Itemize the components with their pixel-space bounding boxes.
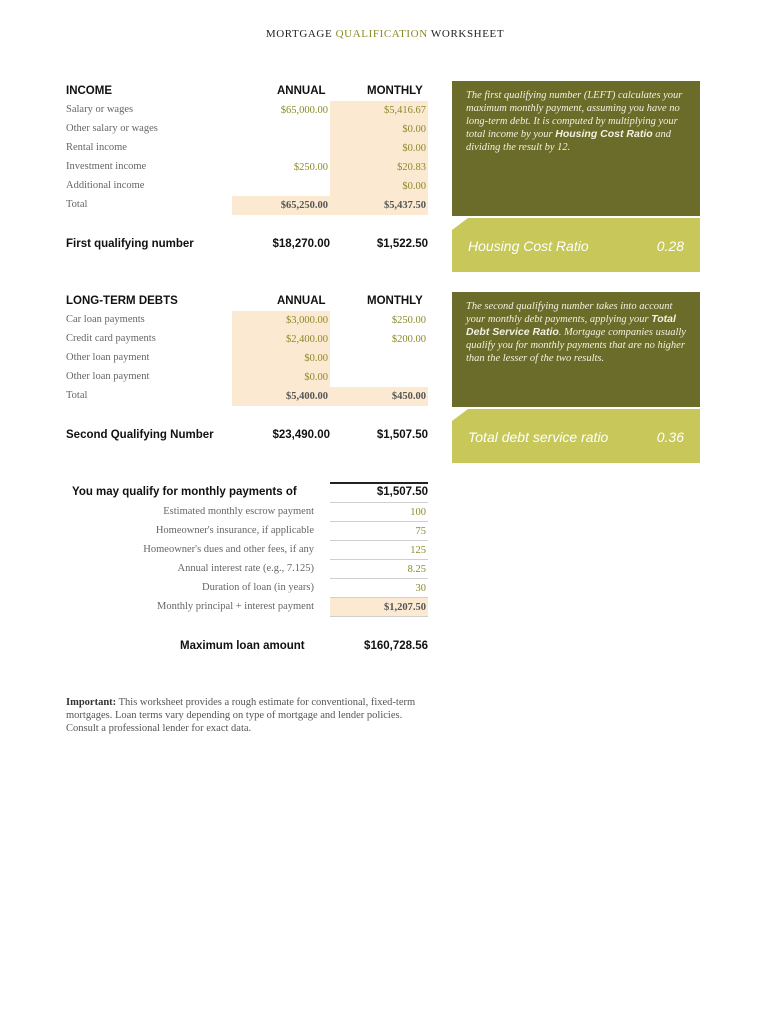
title-part1: MORTGAGE xyxy=(265,28,336,40)
payment-row-value[interactable]: 125 xyxy=(330,541,428,560)
worksheet-title xyxy=(0,28,770,40)
income-row xyxy=(62,101,428,120)
income-annual-header: ANNUAL xyxy=(277,85,326,97)
second-qualifying-monthly: $1,507.50 xyxy=(376,429,428,441)
income-row-monthly: $20.83 xyxy=(330,158,428,177)
total-debt-service-ratio-label: Total debt service ratio xyxy=(468,429,609,445)
income-row-label: Investment income xyxy=(66,161,147,172)
principal-interest-row xyxy=(62,598,428,617)
debt-row-label: Other loan payment xyxy=(66,371,150,382)
debt-row-annual: $3,000.00 xyxy=(232,311,330,330)
important-note xyxy=(66,696,436,735)
payment-row-label: Homeowner's dues and other fees, if any xyxy=(143,544,314,555)
payment-row xyxy=(62,560,428,579)
debt-row-label: Credit card payments xyxy=(66,333,156,344)
payment-row-label: Annual interest rate (e.g., 7.125) xyxy=(177,563,314,574)
income-row-monthly: $0.00 xyxy=(330,120,428,139)
payment-row xyxy=(62,503,428,522)
debts-total-label: Total xyxy=(66,390,88,401)
second-number-explanation: The second qualifying number takes into account your monthly debt payments, applying your Total Debt Service Ratio. Mortgage companies usually qualify you for monthly payments that are no higher than the lesser of the two results. xyxy=(452,292,700,407)
debts-annual-header: ANNUAL xyxy=(277,295,326,307)
income-row-monthly: $5,416.67 xyxy=(330,101,428,120)
total-debt-service-ratio-term: Total Debt Service Ratio xyxy=(466,313,676,338)
first-qualifying-label: First qualifying number xyxy=(66,238,194,250)
payment-row-label: Duration of loan (in years) xyxy=(202,582,314,593)
debt-row xyxy=(62,368,428,387)
income-total-monthly: $5,437.50 xyxy=(330,196,428,215)
income-row xyxy=(62,120,428,139)
max-loan-label: Maximum loan amount xyxy=(180,640,305,652)
income-monthly-header: MONTHLY xyxy=(367,85,423,97)
income-row xyxy=(62,177,428,196)
debts-total-row xyxy=(62,387,428,406)
payment-row xyxy=(62,541,428,560)
debts-heading: LONG-TERM DEBTS xyxy=(66,295,178,307)
principal-interest-value: $1,207.50 xyxy=(330,598,428,617)
debt-row-monthly[interactable]: $200.00 xyxy=(391,334,426,345)
housing-cost-ratio-label: Housing Cost Ratio xyxy=(468,238,589,254)
debts-total-monthly: $450.00 xyxy=(330,387,428,406)
income-row-label: Other salary or wages xyxy=(66,123,158,134)
income-row xyxy=(62,139,428,158)
payment-row xyxy=(62,579,428,598)
title-accent: QUALIFICATION xyxy=(335,28,428,40)
important-label: Important: xyxy=(66,697,117,708)
income-row-label: Salary or wages xyxy=(66,104,134,115)
second-qualifying-annual: $23,490.00 xyxy=(272,429,330,441)
payments-heading-value: $1,507.50 xyxy=(376,486,428,498)
payment-row-label: Estimated monthly escrow payment xyxy=(163,506,314,517)
total-debt-service-ratio-value[interactable]: 0.36 xyxy=(656,429,684,445)
payment-row-label: Homeowner's insurance, if applicable xyxy=(155,525,314,536)
first-qualifying-monthly: $1,522.50 xyxy=(376,238,428,250)
debt-row-annual: $0.00 xyxy=(232,349,330,368)
income-row-annual[interactable] xyxy=(232,139,330,158)
income-total-annual: $65,250.00 xyxy=(232,196,330,215)
debt-row-monthly[interactable] xyxy=(330,349,428,368)
total-debt-service-ratio-box xyxy=(452,409,700,463)
first-number-explanation: The first qualifying number (LEFT) calculates your maximum monthly payment, assuming you have no long-term debt. It is computed by multiplying your total income by your Housing Cost Ratio and dividing the result by 12. xyxy=(452,81,700,216)
payments-heading: You may qualify for monthly payments of xyxy=(72,486,297,498)
payment-row-value[interactable]: 8.25 xyxy=(330,560,428,579)
max-loan-value: $160,728.56 xyxy=(364,640,428,652)
payment-row-value[interactable]: 100 xyxy=(330,503,428,522)
income-total-row xyxy=(62,196,428,215)
payments-top-rule xyxy=(330,482,428,484)
debt-row-monthly[interactable]: $250.00 xyxy=(391,315,426,326)
income-row-annual[interactable]: $65,000.00 xyxy=(280,105,328,116)
payment-row-value[interactable]: 75 xyxy=(330,522,428,541)
second-qualifying-label: Second Qualifying Number xyxy=(66,429,214,441)
payment-row xyxy=(62,522,428,541)
debts-monthly-header: MONTHLY xyxy=(367,295,423,307)
debt-row xyxy=(62,349,428,368)
income-heading: INCOME xyxy=(66,85,112,97)
first-qualifying-annual: $18,270.00 xyxy=(272,238,330,250)
housing-cost-ratio-term: Housing Cost Ratio xyxy=(555,128,653,140)
debt-row xyxy=(62,311,428,330)
debt-row-label: Car loan payments xyxy=(66,314,145,325)
debt-row-monthly[interactable] xyxy=(330,368,428,387)
housing-cost-ratio-box xyxy=(452,218,700,272)
income-row-label: Additional income xyxy=(66,180,145,191)
income-row xyxy=(62,158,428,177)
debts-total-annual: $5,400.00 xyxy=(232,387,330,406)
debt-row-annual: $0.00 xyxy=(232,368,330,387)
income-row-monthly: $0.00 xyxy=(330,177,428,196)
payment-row-value[interactable]: 30 xyxy=(330,579,428,598)
income-row-annual[interactable] xyxy=(232,177,330,196)
important-text: This worksheet provides a rough estimate for conventional, fixed-term mortgages. Loan terms vary depending on type of mortgage and lender policies. Consult a professional lender for exact data. xyxy=(66,697,416,734)
income-row-label: Rental income xyxy=(66,142,127,153)
housing-cost-ratio-value[interactable]: 0.28 xyxy=(656,238,684,254)
title-part2: WORKSHEET xyxy=(427,28,505,40)
principal-interest-label: Monthly principal + interest payment xyxy=(157,601,314,612)
income-row-annual[interactable] xyxy=(232,120,330,139)
debt-row-annual: $2,400.00 xyxy=(232,330,330,349)
debt-row xyxy=(62,330,428,349)
income-row-monthly: $0.00 xyxy=(330,139,428,158)
income-total-label: Total xyxy=(66,199,88,210)
income-row-annual[interactable]: $250.00 xyxy=(293,162,328,173)
debt-row-label: Other loan payment xyxy=(66,352,150,363)
